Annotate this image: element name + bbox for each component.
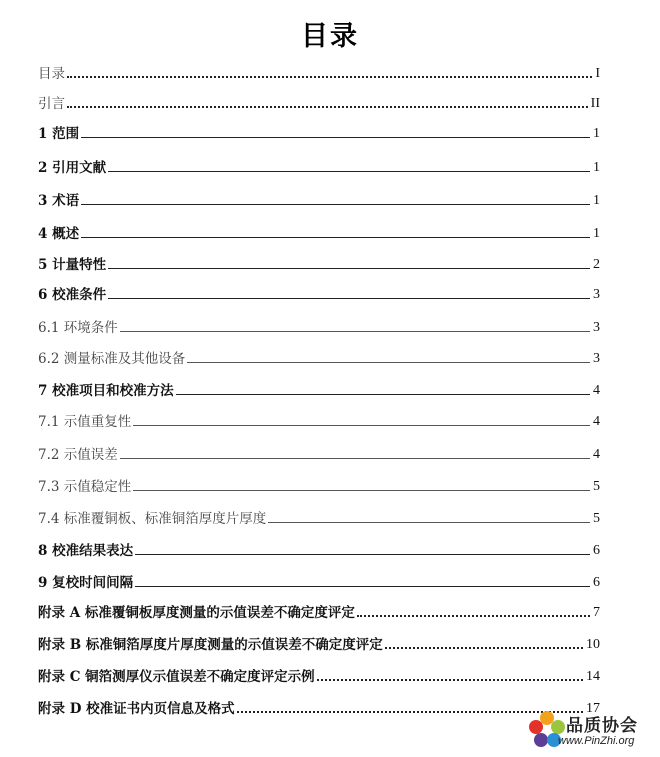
toc-entry-label: 7.4 标准覆铜板、标准铜箔厚度片厚度 [38, 507, 268, 527]
toc-leader [135, 554, 590, 555]
toc-entry[interactable] [38, 441, 600, 463]
toc-leader [81, 137, 590, 138]
page-title: 目录 [301, 21, 359, 52]
watermark-logo [528, 709, 656, 753]
toc-entry-page: 10 [586, 637, 600, 652]
toc-leader [268, 522, 590, 523]
toc-leader [385, 647, 583, 649]
toc-entry-page: 4 [593, 383, 600, 398]
toc-entry-page: II [590, 96, 600, 111]
toc-entry-page: 14 [586, 669, 600, 684]
toc-entry[interactable] [38, 345, 600, 367]
toc-entry[interactable] [38, 537, 600, 559]
toc-entry[interactable] [38, 154, 600, 176]
toc-entry-page: 6 [593, 543, 600, 558]
toc-entry-page: 1 [593, 160, 600, 175]
toc-entry-label: 6.2 测量标准及其他设备 [38, 347, 187, 367]
toc-entry-label: 6.1 环境条件 [38, 316, 120, 336]
toc-entry-page: 17 [586, 701, 600, 716]
toc-leader [81, 204, 590, 205]
toc-entry-page: 3 [593, 351, 600, 366]
toc-entry-label: 附录 A 标准覆铜板厚度测量的示值误差不确定度评定 [38, 601, 357, 621]
toc-leader [317, 679, 583, 681]
toc-entry-page: 3 [593, 287, 600, 302]
toc-entry[interactable] [38, 473, 600, 495]
toc-entry-label: 引言 [38, 92, 67, 112]
toc-leader [357, 615, 590, 617]
toc-entry-page: 4 [593, 414, 600, 429]
toc-entry[interactable] [38, 569, 600, 591]
watermark-name: 品质协会 [566, 716, 638, 736]
toc-leader [133, 490, 590, 491]
toc-leader [135, 586, 590, 587]
toc-entry[interactable] [38, 408, 600, 430]
toc-entry-label: 8 校准结果表达 [38, 539, 135, 559]
toc-entry-label: 9 复校时间间隔 [38, 571, 135, 591]
toc-entry-page: 1 [593, 193, 600, 208]
toc-leader [187, 362, 590, 363]
toc-entry-label: 2 引用文献 [38, 156, 108, 176]
toc-entry[interactable] [38, 377, 600, 399]
toc-leader [67, 106, 588, 108]
toc-entry[interactable] [38, 60, 600, 82]
toc-entry-label: 附录 C 铜箔测厚仪示值误差不确定度评定示例 [38, 665, 317, 685]
toc-entry-page: 7 [593, 605, 600, 620]
toc-entry[interactable] [38, 187, 600, 209]
toc-leader [176, 394, 590, 395]
toc-entry-label: 附录 B 标准铜箔厚度片厚度测量的示值误差不确定度评定 [38, 633, 385, 653]
toc-leader [67, 76, 592, 78]
toc-entry-label: 5 计量特性 [38, 253, 108, 273]
toc-entry[interactable] [38, 120, 600, 142]
toc-entry-label: 7.2 示值误差 [38, 443, 120, 463]
toc-entry-page: 5 [593, 511, 600, 526]
toc-leader [120, 331, 590, 332]
toc-leader [108, 268, 590, 269]
toc-entry[interactable] [38, 663, 600, 685]
toc-leader [120, 458, 590, 459]
toc-entry-label: 3 术语 [38, 189, 81, 209]
toc-entry[interactable] [38, 631, 600, 653]
toc-entry-page: 5 [593, 479, 600, 494]
toc-entry-label: 目录 [38, 62, 67, 82]
toc-entry-page: 1 [593, 226, 600, 241]
toc-entry-page: 2 [593, 257, 600, 272]
toc-entry-label: 7.3 示值稳定性 [38, 475, 133, 495]
toc-entry[interactable] [38, 314, 600, 336]
toc-leader [133, 425, 590, 426]
toc-entry-page: I [595, 66, 600, 81]
toc-entry-label: 4 概述 [38, 222, 81, 242]
toc-entry[interactable] [38, 599, 600, 621]
toc-leader [108, 298, 590, 299]
toc-entry-label: 7 校准项目和校准方法 [38, 379, 176, 399]
toc-leader [81, 237, 590, 238]
toc-entry[interactable] [38, 281, 600, 303]
toc-leader [108, 171, 590, 172]
toc-entry-label: 1 范围 [38, 122, 81, 142]
watermark-url: www.PinZhi.org [558, 735, 635, 747]
toc-entry-label: 7.1 示值重复性 [38, 410, 133, 430]
toc-entry-label: 6 校准条件 [38, 283, 108, 303]
toc-entry-label: 附录 D 校准证书内页信息及格式 [38, 697, 237, 717]
toc-entry[interactable] [38, 695, 600, 717]
toc-entry[interactable] [38, 505, 600, 527]
toc-entry-page: 4 [593, 447, 600, 462]
toc-entry-page: 3 [593, 320, 600, 335]
toc-entry[interactable] [38, 220, 600, 242]
toc-entry-page: 6 [593, 575, 600, 590]
toc-entry[interactable] [38, 251, 600, 273]
toc-entry-page: 1 [593, 126, 600, 141]
toc-entry[interactable] [38, 90, 600, 112]
